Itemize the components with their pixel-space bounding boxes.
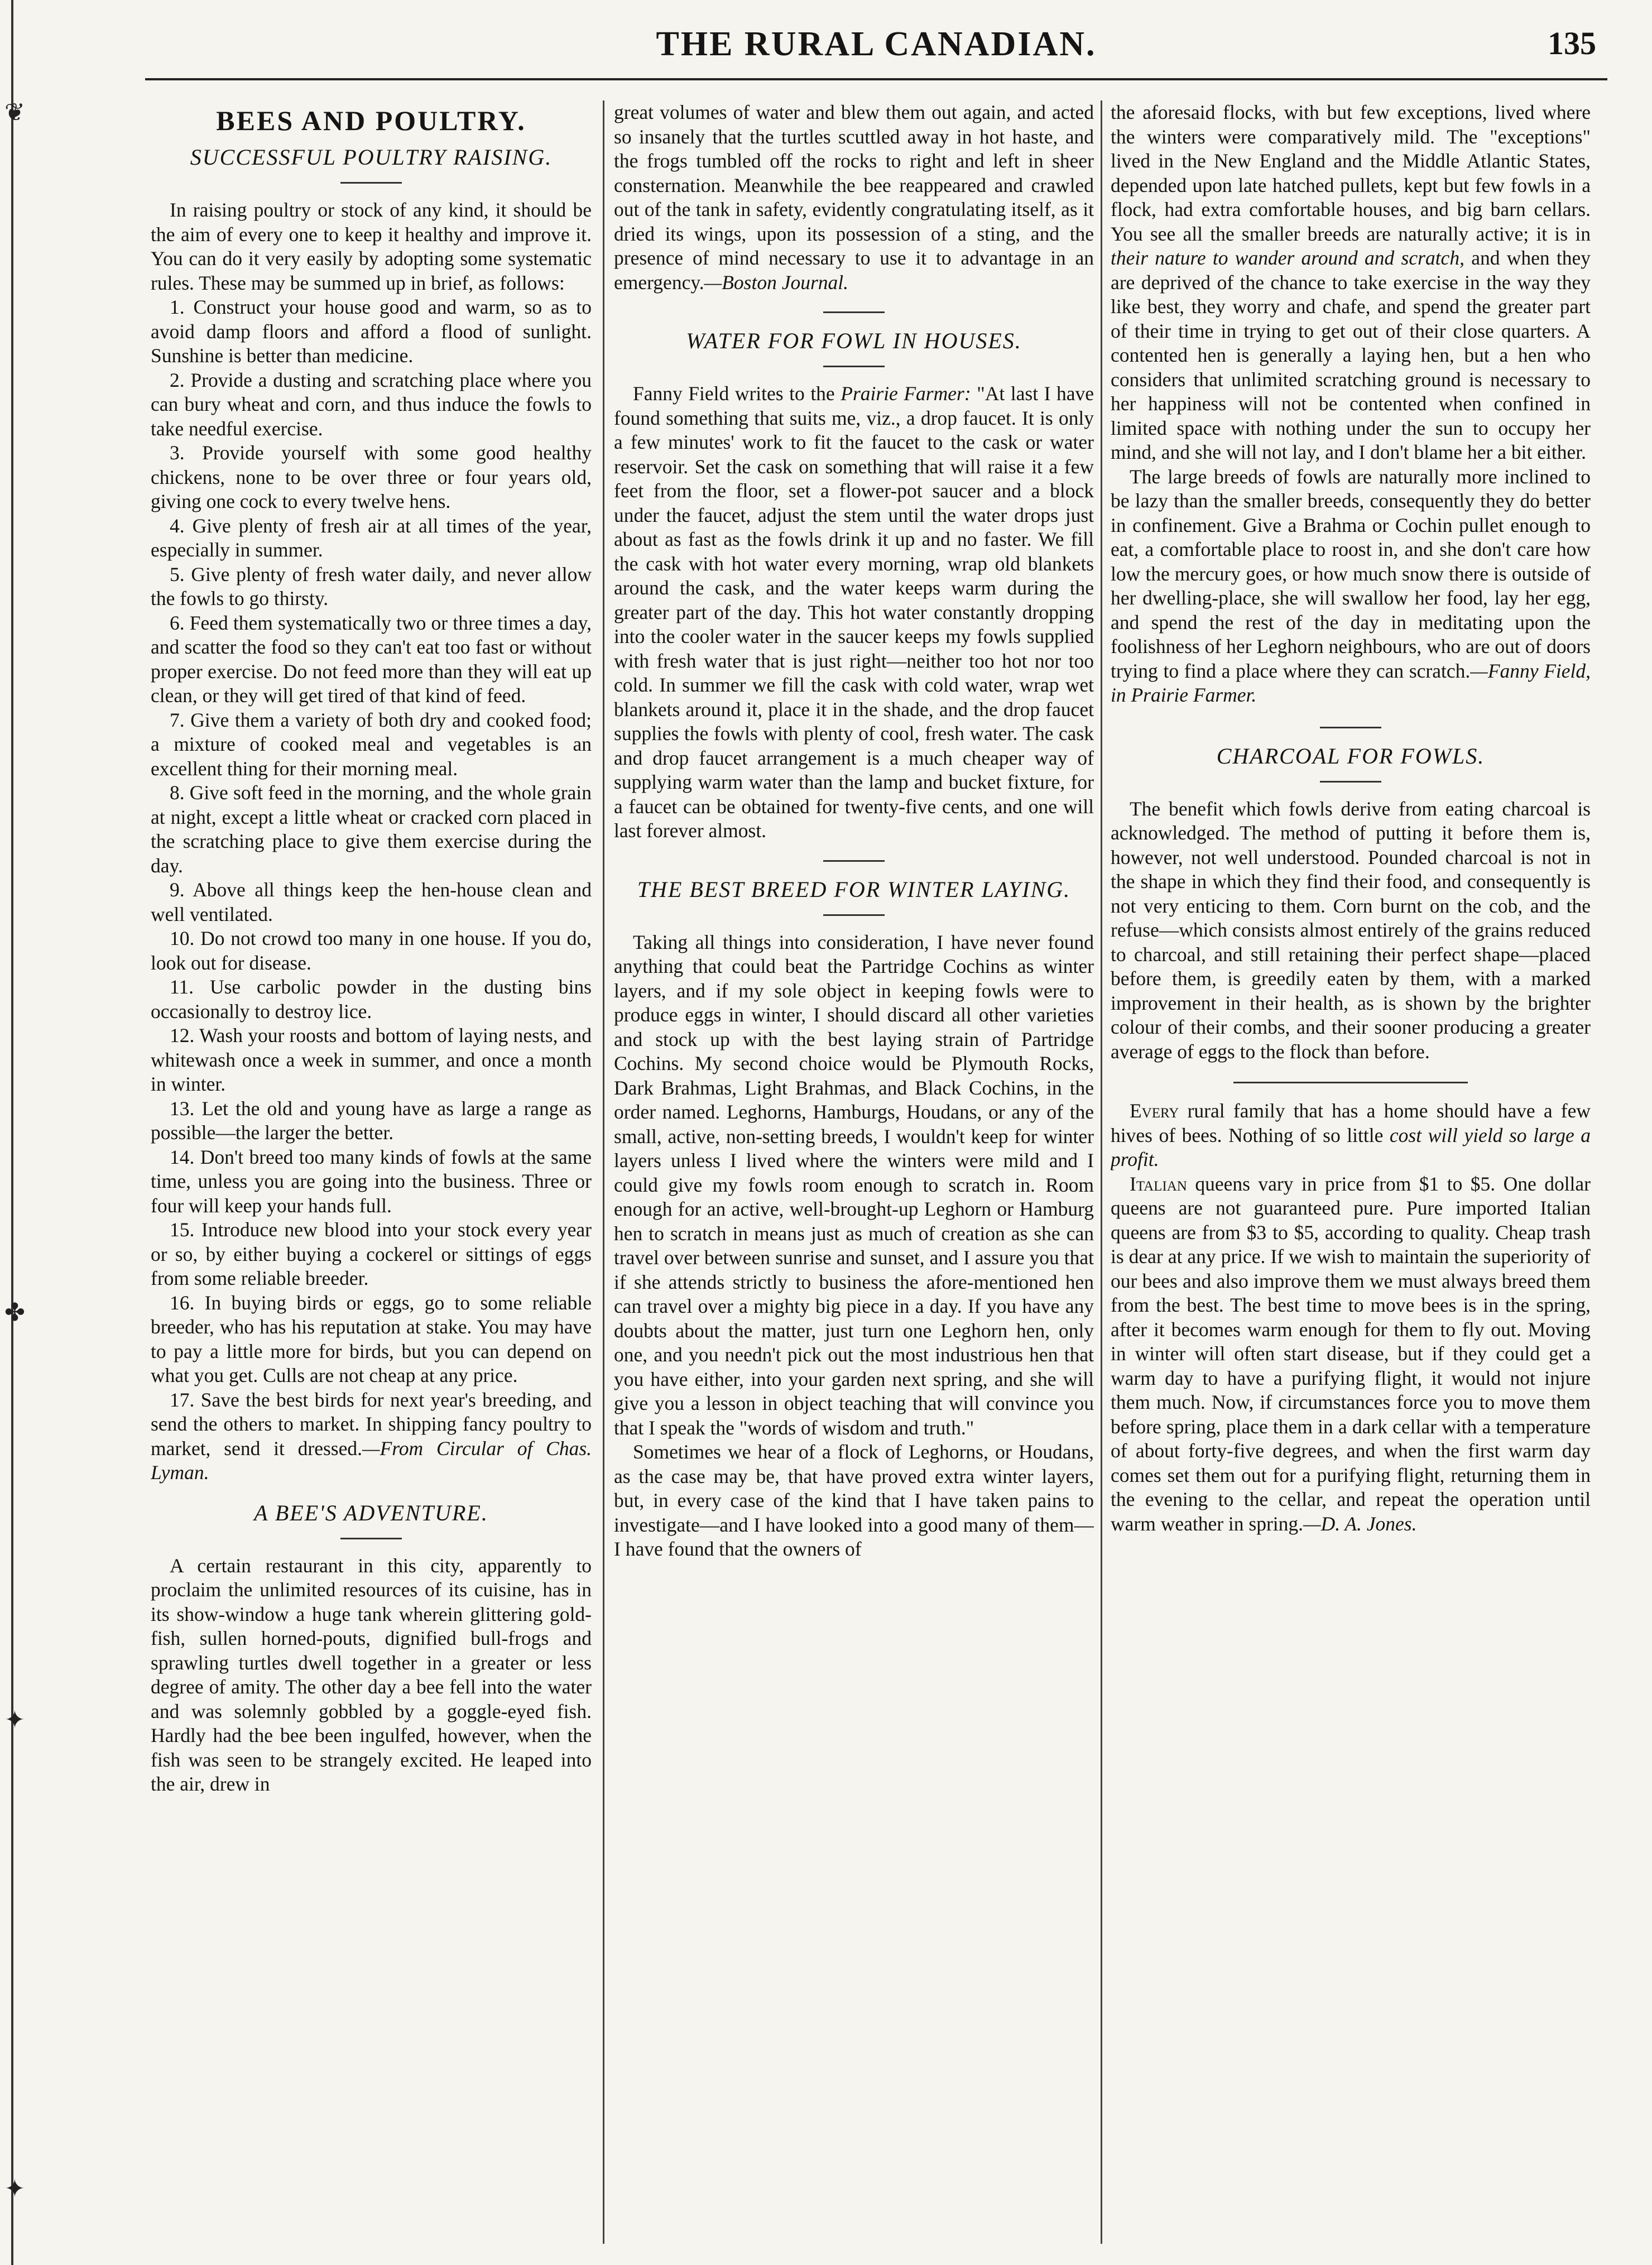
article-paragraph xyxy=(614,382,1094,843)
rule-item: 10. Do not crowd too many in one house. If you do, look out for disease. xyxy=(151,927,592,974)
divider xyxy=(1320,781,1381,783)
article-title: WATER FOR FOWL IN HOUSES. xyxy=(686,328,1022,353)
margin-mark: ✦ xyxy=(4,2175,25,2202)
article-paragraph: A certain restaurant in this city, apparently to proclaim the unlimited resources of its cuisine, has in its show-window a huge tank wherein glittering gold-fish, sullen horned-pouts, dignified bull-frogs and sprawling turtles dwell together in a greater or less degree of amity. The other day a bee fell into the water and was solemnly gobbled by a goggle-eyed fish. Hardly had the bee been ingulfed, however, when the fish was seen to be strangely excited. He leaped into the air, drew in xyxy=(151,1554,592,1795)
article-paragraph: The benefit which fowls derive from eating charcoal is acknowledged. The method of putting it before them is, however, not well understood. Pounded charcoal is not in the shape in which they find their food, and consequently is not very enticing to them. Corn burnt on the cob, and the refuse—which consists almost entirely of the grains reduced to charcoal, and still retaining their perfect shape—placed before them, is greedily eaten by them, with a marked improvement in their health, as is shown by the brighter colour of their combs, and their sooner producing a greater average of eggs to the flock than before. xyxy=(1111,797,1591,1063)
divider xyxy=(823,914,885,916)
article-title: A BEE'S ADVENTURE. xyxy=(254,1500,488,1525)
article-text: "At last I have found something that suits me, viz., a drop faucet. It is only a few minutes' work to fit the faucet to the cask or water reservoir. Set the cask on something that will raise it a few feet from the floor, set a flower-pot saucer and a block under the faucet, adjust the stem until the water drops just about as fast as the fowls drink it up and no faster. We fill the cask with hot water every morning, wrap old blankets around the cask, and the water keeps warm during the greater part of the day. This hot water constantly dropping into the cooler water in the saucer keeps my fowls supplied with fresh water that is just right—neither too hot nor too cold. In summer we fill the cask with cold water, wrap wet blankets around it, place it in the shade, and the drop faucet supplies the fowls with plenty of cool, fresh water. The cask and drop faucet arrangement is a much cheaper way of supplying warm water than the lamp and bucket fixture, for a faucet can be obtained for twenty-five cents, and one will last forever almost. xyxy=(614,382,1094,842)
page-number: 135 xyxy=(1548,25,1596,61)
article-paragraph xyxy=(1111,465,1591,708)
rule-item: 5. Give plenty of fresh water daily, and never allow the fowls to go thirsty. xyxy=(151,563,592,610)
page-header xyxy=(145,17,1607,80)
column-3 xyxy=(1111,100,1591,2244)
rule-item: 4. Give plenty of fresh air at all times of the year, especially in summer. xyxy=(151,514,592,561)
article-paragraph xyxy=(1111,1172,1591,1537)
rule-item: 6. Feed them systematically two or three times a day, and scatter the food so they can't eat too fast or without proper exercise. Do not feed more than they will eat up clean, or they will get tired of that kind of feed. xyxy=(151,611,592,707)
attribution: —D. A. Jones. xyxy=(1303,1512,1417,1535)
rule-item: 14. Don't breed too many kinds of fowls at the same time, unless you are going into the business. Three or four will keep your hands full. xyxy=(151,1145,592,1217)
newspaper-title: THE RURAL CANADIAN. xyxy=(656,25,1097,63)
column-rule xyxy=(1101,100,1102,2244)
article-paragraph xyxy=(614,100,1094,295)
lead-word: Italian xyxy=(1130,1172,1187,1195)
binding-margin-rule xyxy=(11,0,13,2265)
rule-item: 12. Wash your roosts and bottom of laying nests, and whitewash once a week in summer, and once a month in winter. xyxy=(151,1024,592,1095)
emphasis-text: cost will yield so large a profit. xyxy=(1111,1124,1591,1170)
source-name: Prairie Farmer: xyxy=(841,382,971,405)
article-text: The large breeds of fowls are naturally more inclined to be lazy than the smaller breeds, consequently they do better in confinement. Give a Brahma or Cochin pullet enough to eat, a comfortable place to roost in, and she don't care how low the mercury goes, or how much snow there is outside of her dwelling-place, she will swallow her food, lay her egg, and spend the rest of the day in meditating upon the foolishness of her Leghorn neighbours, who are out of doors trying to find a place where they can scratch. xyxy=(1111,465,1591,682)
rule-item: 7. Give them a variety of both dry and cooked food; a mixture of cooked meal and vegetables is an excellent thing for their morning meal. xyxy=(151,708,592,780)
article-text: great volumes of water and blew them out again, and acted so insanely that the turtles scuttled away in hot haste, and the frogs tumbled off the rocks to right and left in sheer consternation. Meanwhile the bee reappeared and crawled out of the tank in safety, evidently congratulating itself, as it dried its wings, upon its possession of a sting, and the presence of mind necessary to use it to advantage in an emergency. xyxy=(614,101,1094,294)
divider xyxy=(1233,1082,1468,1083)
divider xyxy=(340,182,402,184)
article-paragraph: Sometimes we hear of a flock of Leghorns, or Houdans, as the case may be, that have proved extra winter layers, but, in every case of the kind that I have taken pains to investigate—and I have looked into a good many of them—I have found that the owners of xyxy=(614,1441,1094,1560)
article-paragraph xyxy=(1111,1099,1591,1172)
article-title: THE BEST BREED FOR WINTER LAYING. xyxy=(637,876,1071,902)
article-title: SUCCESSFUL POULTRY RAISING. xyxy=(190,145,553,170)
article-paragraph: Taking all things into consideration, I have never found anything that could beat the Partridge Cochins as winter layers, and if my sole object in keeping fowls were to produce eggs in winter, I should discard all other varieties and stock up with the best laying strain of Partridge Cochins. My second choice would be Plymouth Rocks, Dark Brahmas, Light Brahmas, and Black Cochins, in the order named. Leghorns, Hamburgs, Houdans, or any of the small, active, non-setting breeds, I wouldn't keep for winter layers unless I lived where the winters were mild and I could give my fowls room enough to scratch in. Room enough for an active, well-brought-up Leghorn or Hamburg hen to scratch in means just as much of creation as she can travel over between sunrise and sunset, and I assure you that if she attends strictly to business the afore-mentioned hen can travel over a mighty big piece in a day. If you have any doubts about the matter, just turn one Leghorn hen, only one, and you needn't pick out the most industrious hen that you have either, into your garden next spring, and she will give you a lesson in object teaching that will convince you that I speak the "words of wisdom and truth." xyxy=(614,930,1094,1439)
divider xyxy=(1320,727,1381,728)
attribution: —Fanny Field, in Prairie Farmer. xyxy=(1111,659,1591,706)
article-text: queens vary in price from $1 to $5. One dollar queens are not guaranteed pure. Pure imported Italian queens are from $3 to $5, according to quality. Cheap trash is dear at any price. If we wish to maintain the superiority of our bees and also improve them we must always breed them from the best. The best time to move bees is in the spring, after it becomes warm enough for them to fly out. Moving in winter will often start disease, but if they could get a warm day to have a purifying flight, it would not injure them much. Now, if circumstances force you to move them before spring, place them in a dark cellar with a temperature of about forty-five degrees, and when the first warm day comes set them out for a purifying flight, returning them in the evening to the cellar, and repeat the operation until warm weather in spring. xyxy=(1111,1172,1591,1535)
attribution: —From Circular of Chas. Lyman. xyxy=(151,1437,592,1484)
article-text: and when they are deprived of the chance to take exercise in the way they like best, they worry and chafe, and spend the greater part of their time in trying to get out of their close quarters. A contented hen is generally a laying hen, but a hen who considers that unlimited scratching ground is necessary to her happiness will not be contented when confined in limited space with nothing under the sun to occupy her mind, and she will not lay, and I don't blame her a bit either. xyxy=(1111,247,1591,463)
rule-item: 15. Introduce new blood into your stock every year or so, by either buying a cockerel or sittings of eggs from some reliable breeder. xyxy=(151,1218,592,1289)
section-title: BEES AND POULTRY. xyxy=(216,105,526,136)
rule-text: 17. Save the best birds for next year's breeding, and send the others to market. In shipping fancy poultry to market, send it dressed. xyxy=(151,1388,592,1460)
divider xyxy=(823,311,885,313)
rule-item: 2. Provide a dusting and scratching place where you can bury wheat and corn, and thus induce the fowls to take needful exercise. xyxy=(151,368,592,440)
attribution: —Boston Journal. xyxy=(704,271,849,294)
divider xyxy=(340,1538,402,1539)
article-text: the aforesaid flocks, with but few exceptions, lived where the winters were comparatively mild. The "exceptions" lived in the New England and the Middle Atlantic States, depended upon late hatched pullets, kept but few fowls in a flock, had extra comfortable houses, and big barn cellars. You see all the smaller breeds are naturally active; it is in xyxy=(1111,101,1591,245)
emphasis-text: their nature to wander around and scratch, xyxy=(1111,247,1464,269)
column-1 xyxy=(151,100,592,2244)
column-2 xyxy=(614,100,1094,2244)
column-rule xyxy=(603,100,604,2244)
article-lead: Fanny Field writes to the xyxy=(633,382,835,405)
divider xyxy=(823,366,885,367)
divider xyxy=(823,860,885,862)
rule-item: 9. Above all things keep the hen-house clean and well ventilated. xyxy=(151,879,592,925)
margin-mark: ✤ xyxy=(4,1299,25,1326)
article-paragraph: In raising poultry or stock of any kind, it should be the aim of every one to keep it healthy and improve it. You can do it very easily by adopting some systematic rules. These may be summed up in brief, as follows: xyxy=(151,199,592,294)
margin-mark: ❦ xyxy=(4,99,25,126)
rule-item: 3. Provide yourself with some good healthy chickens, none to be over three or four years old, giving one cock to every twelve hens. xyxy=(151,442,592,512)
rule-item: 16. In buying birds or eggs, go to some reliable breeder, who has his reputation at stake. You may have to pay a little more for birds, but you can depend on what you get. Culls are not cheap at any price. xyxy=(151,1291,592,1386)
article-title: CHARCOAL FOR FOWLS. xyxy=(1216,743,1485,769)
rule-item: 1. Construct your house good and warm, so as to avoid damp floors and afford a flood of sunlight. Sunshine is better than medicine. xyxy=(151,296,592,367)
rule-item: 13. Let the old and young have as large a range as possible—the larger the better. xyxy=(151,1097,592,1144)
article-text: rural family that has a home should have a few hives of bees. Nothing of so little xyxy=(1111,1100,1591,1146)
rule-item xyxy=(151,1388,592,1485)
lead-word: Every xyxy=(1130,1100,1179,1122)
rule-item: 11. Use carbolic powder in the dusting bins occasionally to destroy lice. xyxy=(151,976,592,1023)
margin-mark: ✦ xyxy=(4,1706,25,1734)
rule-item: 8. Give soft feed in the morning, and the whole grain at night, except a little wheat or cracked corn placed in the scratching place to give them exercise during the day. xyxy=(151,781,592,877)
article-paragraph xyxy=(1111,100,1591,465)
